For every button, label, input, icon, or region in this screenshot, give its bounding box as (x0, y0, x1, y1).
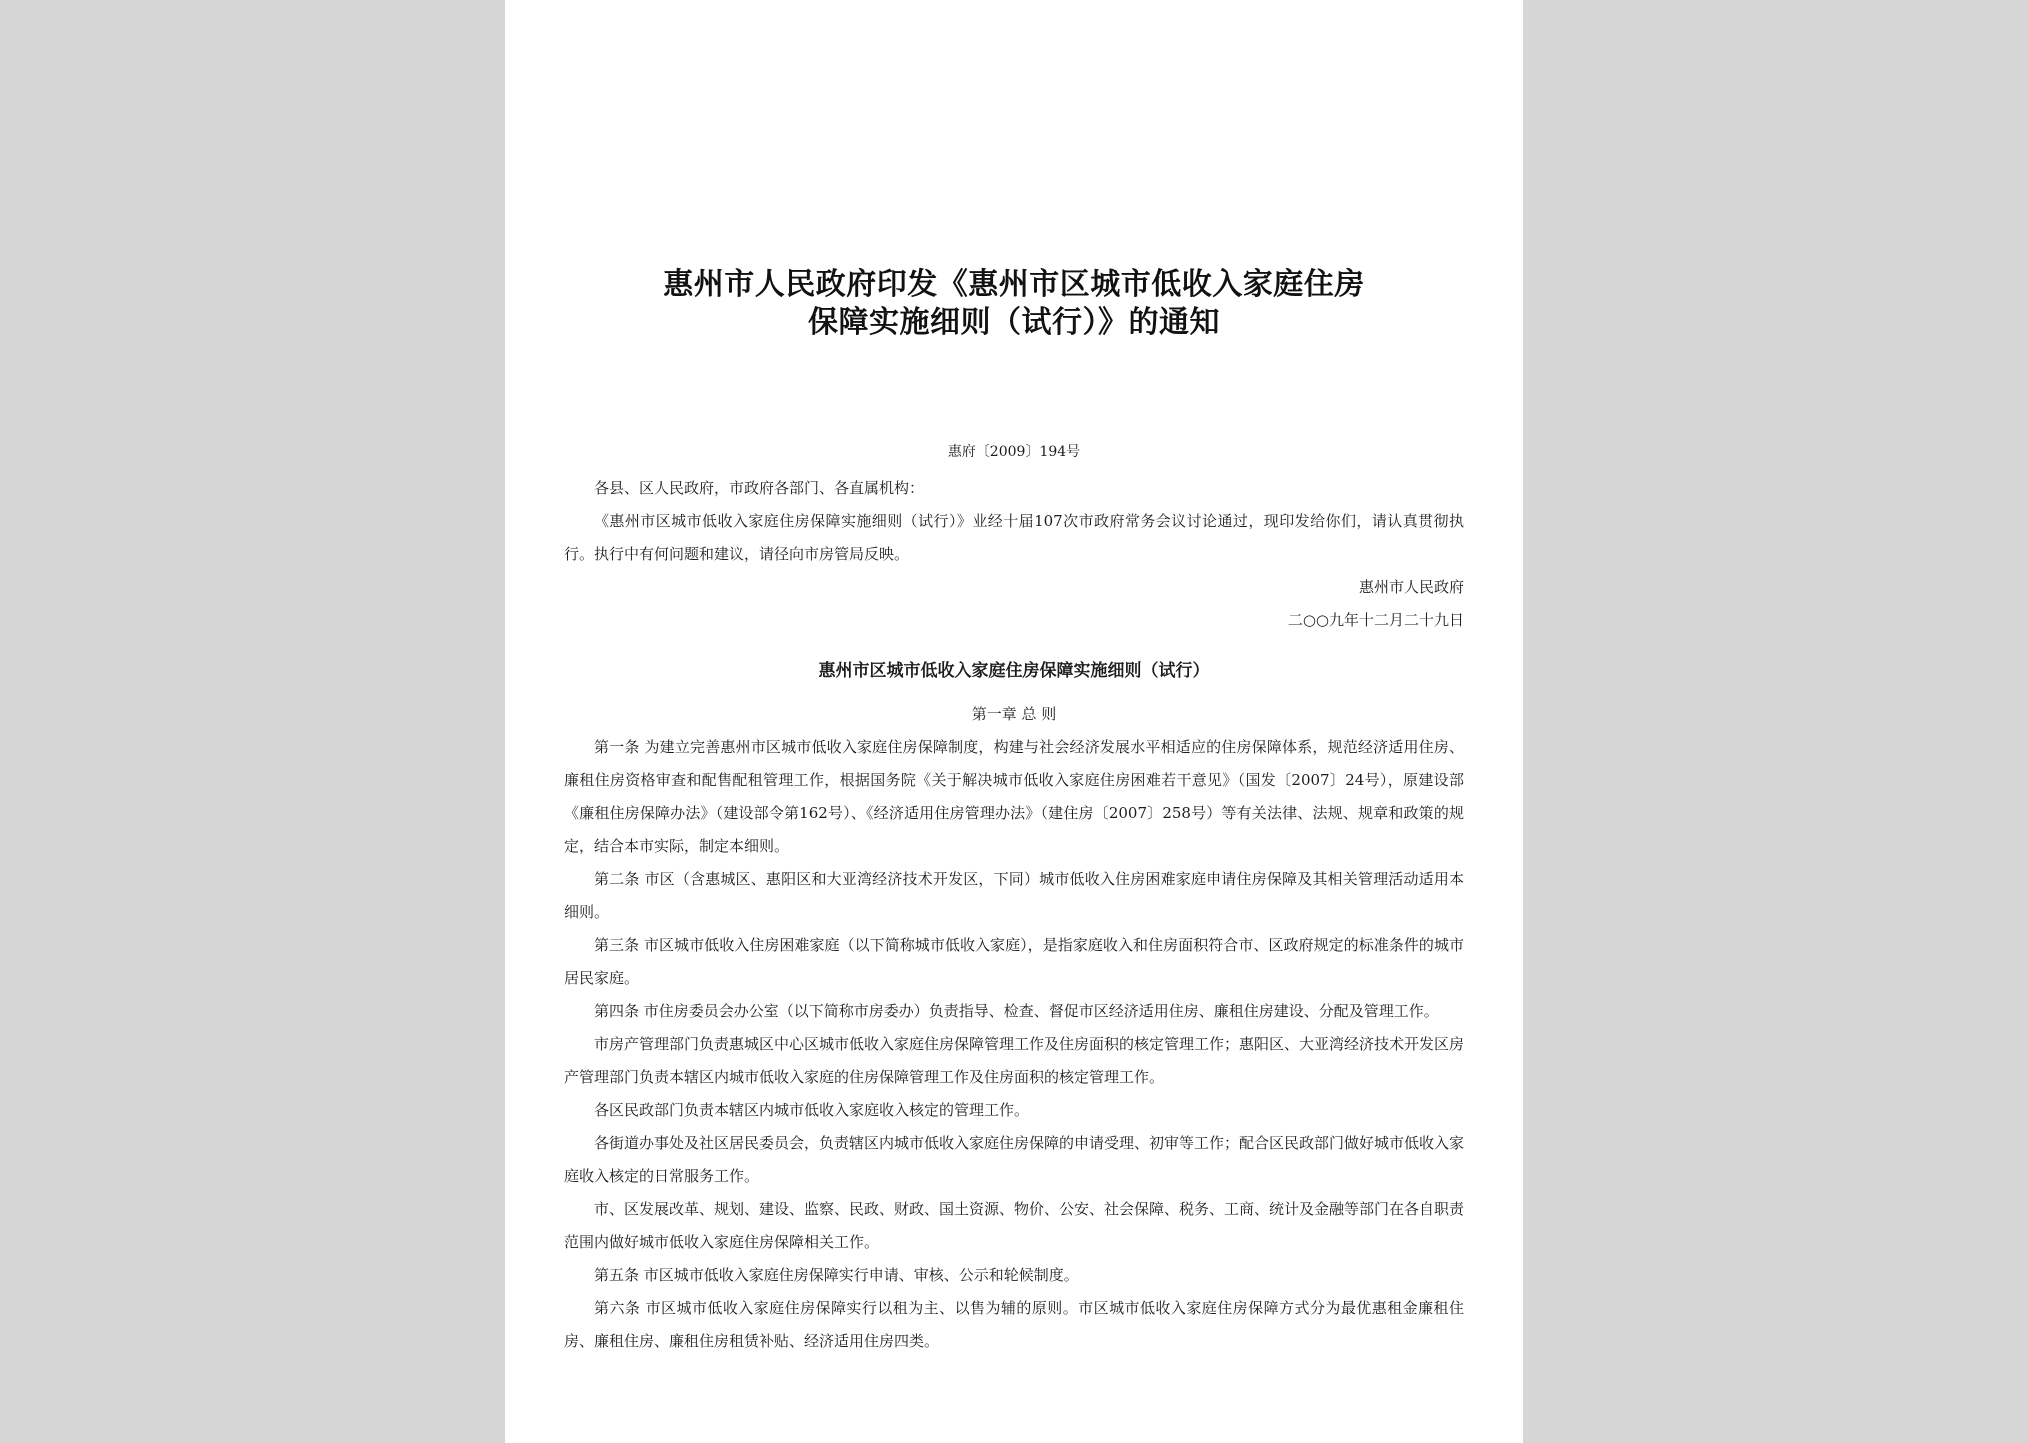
signer: 惠州市人民政府 (1358, 578, 1464, 596)
paragraph: 市、区发展改革、规划、建设、监察、民政、财政、国土资源、物价、公安、社会保障、税务、工商、统计及金融等部门在各自职责范围内做好城市低收入家庭住房保障相关工作。 (564, 1200, 1465, 1251)
title-line-1: 惠州市人民政府印发《惠州市区城市低收入家庭住房 (663, 267, 1365, 302)
document-title (564, 266, 1464, 342)
paragraph: 第一条 为建立完善惠州市区城市低收入家庭住房保障制度，构建与社会经济发展水平相适应的住房保障体系，规范经济适用住房、廉租住房资格审查和配售配租管理工作，根据国务院《关于解决城市低收入家庭住房困难若干意见》（国发〔2007〕24号），原建设部《廉租住房保障办法》（建设部令第162号）、《经济适用住房管理办法》（建住房〔2007〕258号）等有关法律、法规、规章和政策的规定，结合本市实际，制定本细则。 (564, 738, 1464, 855)
paragraph: 第五条 市区城市低收入家庭住房保障实行申请、审核、公示和轮候制度。 (594, 1266, 1079, 1284)
document-page (505, 0, 1523, 1443)
document-number: 惠府〔2009〕194号 (947, 444, 1081, 460)
paragraph: 各街道办事处及社区居民委员会，负责辖区内城市低收入家庭住房保障的申请受理、初审等工作；配合区民政部门做好城市低收入家庭收入核定的日常服务工作。 (564, 1134, 1465, 1185)
intro-paragraph: 《惠州市区城市低收入家庭住房保障实施细则（试行）》业经十届107次市政府常务会议讨论通过，现印发给你们，请认真贯彻执行。执行中有何问题和建议，请径向市房管局反映。 (564, 512, 1464, 563)
salutation: 各县、区人民政府，市政府各部门、各直属机构： (594, 479, 925, 497)
paragraph: 第三条 市区城市低收入住房困难家庭（以下简称城市低收入家庭），是指家庭收入和住房面积符合市、区政府规定的标准条件的城市居民家庭。 (564, 936, 1464, 987)
document-body (564, 472, 1464, 1358)
rules-title: 惠州市区城市低收入家庭住房保障实施细则（试行） (818, 661, 1210, 681)
paragraph: 第四条 市住房委员会办公室（以下简称市房委办）负责指导、检查、督促市区经济适用住房、廉租住房建设、分配及管理工作。 (594, 1002, 1439, 1020)
title-line-2: 保障实施细则（试行）》的通知 (808, 305, 1220, 340)
issue-date: 二○○九年十二月二十九日 (1287, 611, 1464, 629)
paragraph: 各区民政部门负责本辖区内城市低收入家庭收入核定的管理工作。 (594, 1101, 1030, 1119)
chapter-title: 第一章 总 则 (971, 705, 1057, 723)
paragraph: 第二条 市区（含惠城区、惠阳区和大亚湾经济技术开发区，下同）城市低收入住房困难家庭申请住房保障及其相关管理活动适用本细则。 (564, 870, 1464, 921)
paragraph: 第六条 市区城市低收入家庭住房保障实行以租为主、以售为辅的原则。市区城市低收入家庭住房保障方式分为最优惠租金廉租住房、廉租住房、廉租住房租赁补贴、经济适用住房四类。 (564, 1299, 1464, 1350)
paragraph: 市房产管理部门负责惠城区中心区城市低收入家庭住房保障管理工作及住房面积的核定管理工作；惠阳区、大亚湾经济技术开发区房产管理部门负责本辖区内城市低收入家庭的住房保障管理工作及住房面积的核定管理工作。 (564, 1035, 1465, 1086)
